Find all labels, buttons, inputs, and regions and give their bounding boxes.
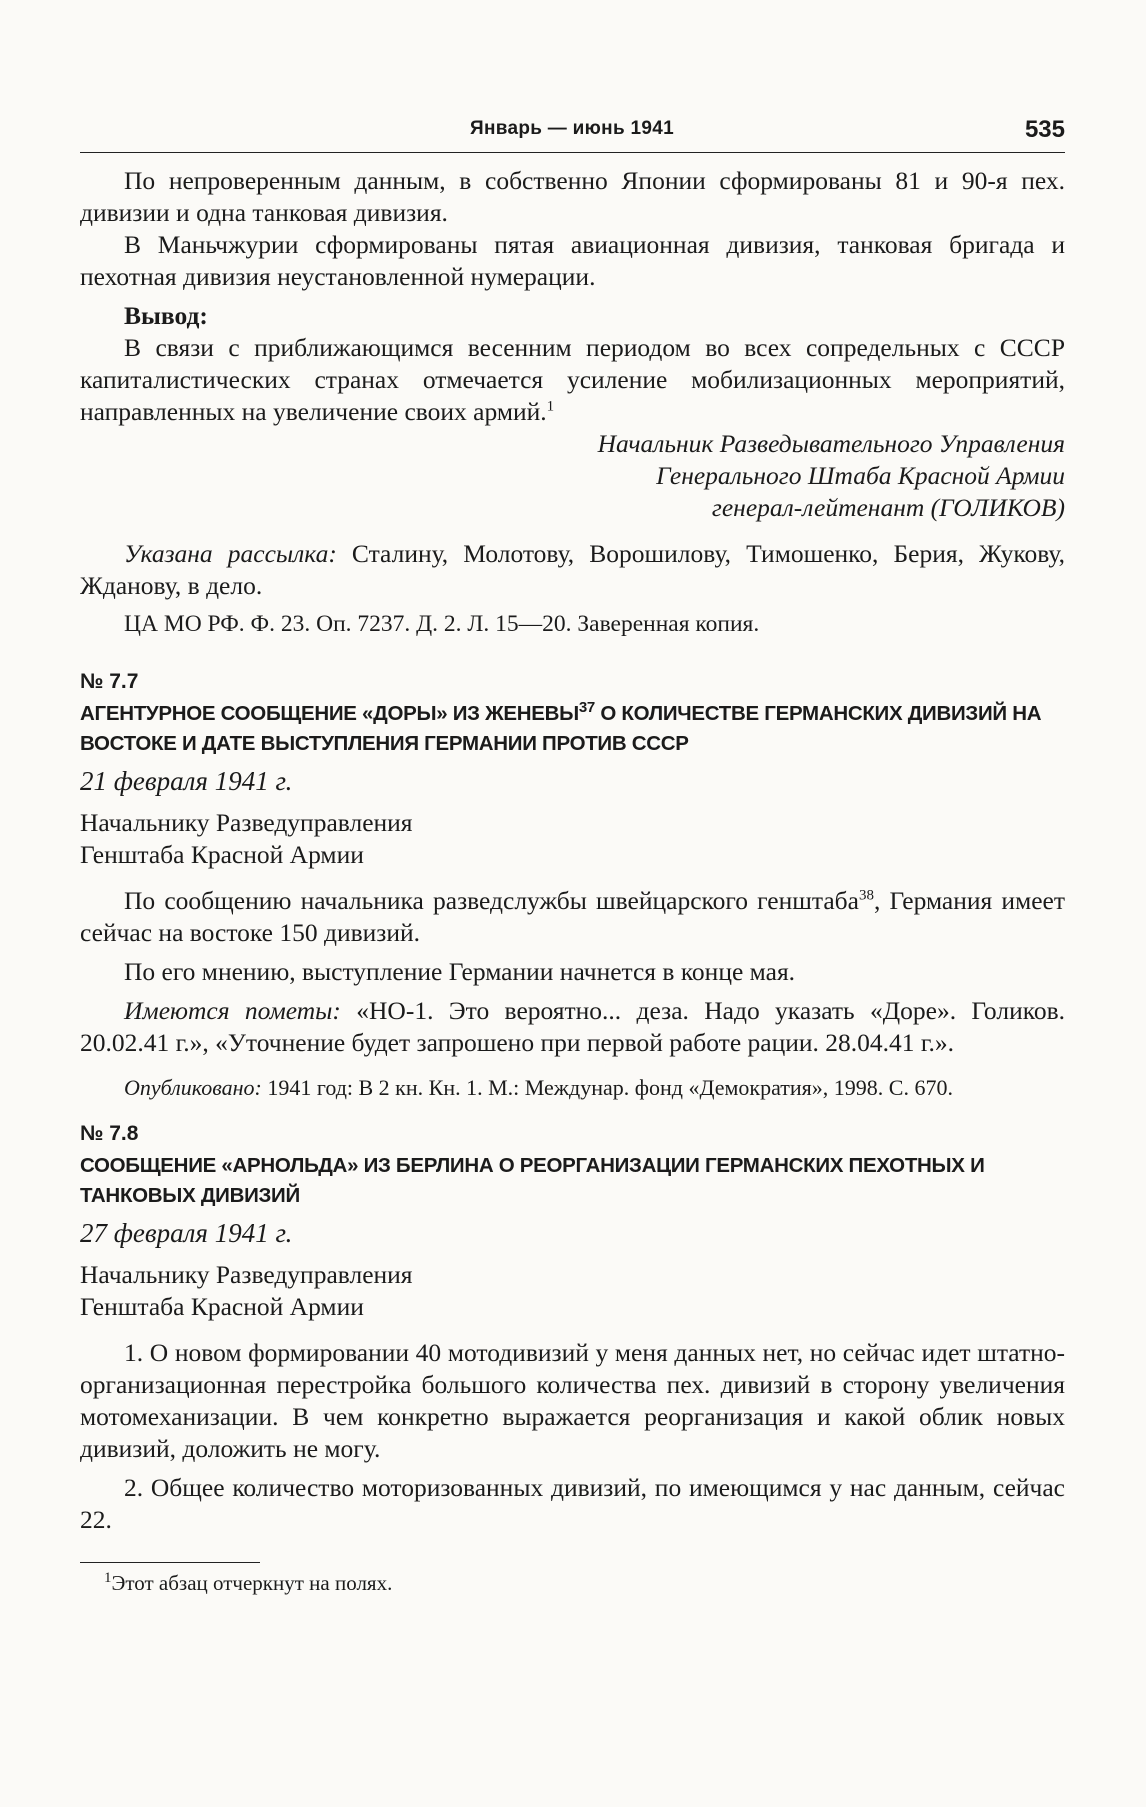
doc-number: № 7.7 bbox=[80, 670, 139, 693]
signature-line: Генерального Штаба Красной Армии bbox=[656, 461, 1065, 490]
archive-reference: ЦА МО РФ. Ф. 23. Оп. 7237. Д. 2. Л. 15—20. Заверенная копия. bbox=[124, 611, 760, 637]
doc-title: СООБЩЕНИЕ «АРНОЛЬДА» ИЗ БЕРЛИНА О РЕОРГАНИЗАЦИИ ГЕРМАНСКИХ ПЕХОТНЫХ И ТАНКОВЫХ ДИВИЗИЙ bbox=[80, 1154, 985, 1207]
doc-title: АГЕНТУРНОЕ СООБЩЕНИЕ «ДОРЫ» ИЗ ЖЕНЕВЫ$^{37}$ О КОЛИЧЕСТВЕ ГЕРМАНСКИХ ДИВИЗИЙ НА ВОСТОКЕ И ДАТЕ ВЫСТУПЛЕНИЯ ГЕРМАНИИ ПРОТИВ СССР bbox=[80, 699, 1042, 755]
footnote-mark: 1 bbox=[104, 1570, 112, 1586]
addressee: Начальнику Разведуправления bbox=[80, 1260, 413, 1289]
running-title: Январь — июнь 1941 bbox=[470, 118, 674, 139]
footnote: $^1$Этот абзац отчеркнут на полях. bbox=[104, 1570, 393, 1595]
addressee: Начальнику Разведуправления bbox=[80, 808, 413, 837]
footnote-ref[interactable]: 37 bbox=[578, 699, 595, 717]
publication-reference: Опубликовано: 1941 год: В 2 кн. Кн. 1. М.: Междунар. фонд «Демократия», 1998. С. 670. bbox=[124, 1075, 953, 1100]
paragraph: В Маньчжурии сформированы пятая авиационная дивизия, танковая бригада и пехотная дивизия неустановленной нумерации. bbox=[80, 230, 1065, 291]
document-page bbox=[80, 112, 1065, 1597]
signature-line: Начальник Разведывательного Управления bbox=[597, 429, 1065, 458]
doc-date: 27 февраля 1941 г. bbox=[80, 1218, 293, 1248]
paragraph: По сообщению начальника разведслужбы швейцарского генштаба$^{38}$, Германия имеет сейчас на востоке 150 дивизий. bbox=[80, 886, 1065, 947]
paragraph: В связи с приближающимся весенним периодом во всех сопредельных с СССР капиталистических странах отмечается усиление мобилизационных мероприятий, направленных на увеличение своих армий.$^1$ bbox=[80, 333, 1065, 426]
page-number: 535 bbox=[1024, 116, 1065, 143]
notes: Имеются пометы: «НО-1. Это вероятно... деза. Надо указать «Доре». Голиков. 20.02.41 г.», «Уточнение будет запрошено при первой работе рации. 28.04.41 г.». bbox=[80, 996, 1065, 1057]
footnote-ref[interactable]: 38 bbox=[858, 887, 874, 904]
addressee: Генштаба Красной Армии bbox=[80, 840, 364, 869]
paragraph: 1. О новом формировании 40 мотодивизий у меня данных нет, но сейчас идет штатно-организационная перестройка большого количества пех. дивизий в сторону увеличения мотомеханизации. В чем конкретно выражается реорганизация и какой облик новых дивизий, доложить не могу. bbox=[80, 1338, 1065, 1463]
conclusion-heading: Вывод: bbox=[124, 301, 208, 330]
paragraph: 2. Общее количество моторизованных дивизий, по имеющимся у нас данным, сейчас 22. bbox=[80, 1473, 1065, 1534]
paragraph: По его мнению, выступление Германии начнется в конце мая. bbox=[124, 957, 796, 986]
document-7-8 bbox=[80, 1121, 1065, 1536]
signature-line: генерал-лейтенант (ГОЛИКОВ) bbox=[711, 493, 1065, 522]
doc-date: 21 февраля 1941 г. bbox=[80, 766, 293, 796]
doc-number: № 7.8 bbox=[80, 1122, 139, 1145]
footnote-divider bbox=[80, 1562, 260, 1563]
running-header bbox=[80, 112, 1065, 153]
paragraph: По непроверенным данным, в собственно Японии сформированы 81 и 90-я пех. дивизии и одна танковая дивизия. bbox=[80, 166, 1065, 227]
intro-section bbox=[80, 165, 1065, 639]
distribution: Указана рассылка: Сталину, Молотову, Ворошилову, Тимошенко, Берия, Жукову, Жданову, в дело. bbox=[80, 539, 1065, 600]
footnote-ref[interactable]: 1 bbox=[546, 398, 555, 415]
addressee: Генштаба Красной Армии bbox=[80, 1292, 364, 1321]
document-7-7 bbox=[80, 669, 1065, 1103]
